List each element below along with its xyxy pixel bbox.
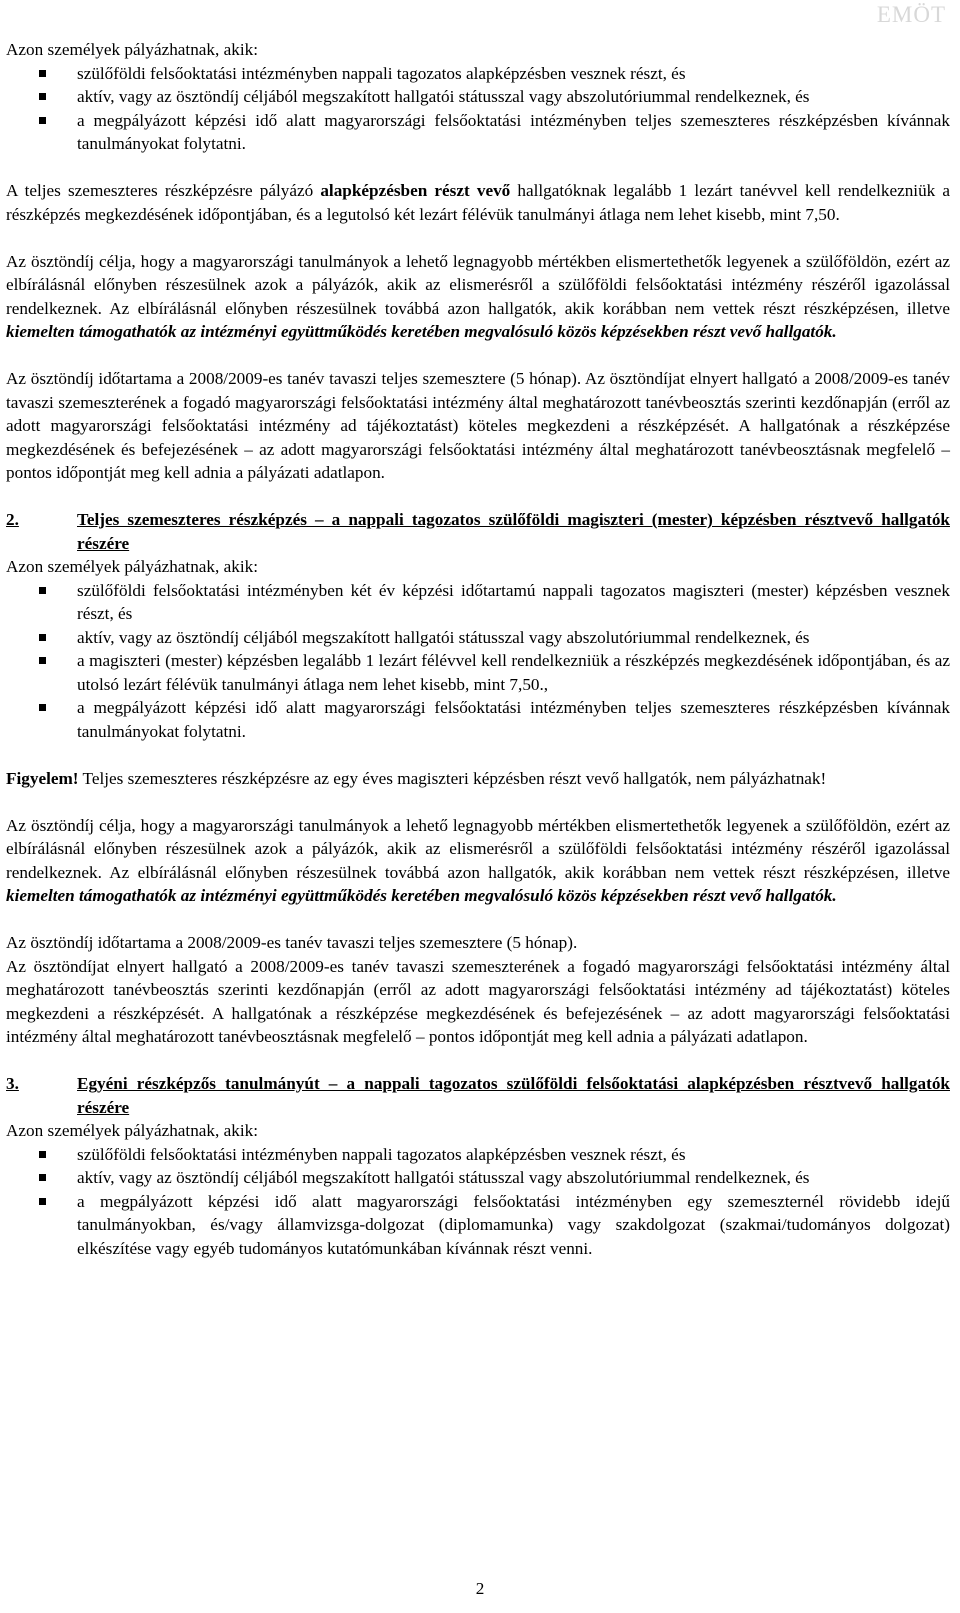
s2-bullet-list — [6, 579, 950, 744]
text: Az ösztöndíj célja, hogy a magyarországi tanulmányok a lehető legnagyobb mértékben elismertethetők legyenek a szülőföldön, ezért az elbírálásnál előnyben részesülnek azok a pályázók, akik az elismerésről a szülőföldi felsőoktatási intézmény részéről igazolással rendelkeznek. Az elbírálásnál előnyben részesülnek továbbá azon hallgatók, akik korábban nem vettek részt részképzésen, illetve — [6, 251, 950, 318]
list-item: aktív, vagy az ösztöndíj céljából megszakított hallgatói státusszal vagy abszolutóriummal rendelkeznek, és — [6, 85, 950, 109]
section-3-heading — [6, 1072, 950, 1119]
intro-label: Azon személyek pályázhatnak, akik: — [6, 557, 258, 576]
list-item: szülőföldi felsőoktatási intézményben nappali tagozatos alapképzésben vesznek részt, és — [6, 62, 950, 86]
list-item: aktív, vagy az ösztöndíj céljából megszakított hallgatói státusszal vagy abszolutóriummal rendelkeznek, és — [6, 1166, 950, 1190]
s2-duration-line: Az ösztöndíj időtartama a 2008/2009-es tanév tavaszi teljes szemesztere (5 hónap). — [6, 933, 578, 952]
s2-paragraph-duration: Az ösztöndíjat elnyert hallgató a 2008/2009-es tanév tavaszi szemeszterének a fogadó magyarországi felsőoktatási intézmény által meghatározott tanévbeosztás szerinti kezdőnapján (erről az adott magyarországi felsőoktatási intézmény ad tájékoztatást) köteles megkezdeni a részképzését. A hallgatónak a részképzése megkezdésének és befejezésének – az adott magyarországi felsőoktatási intézmény által meghatározott tanévbeosztásnak megfelelő – pontos időpontját meg kell adnia a pályázati adatlapon. — [6, 956, 950, 1046]
list-item: szülőföldi felsőoktatási intézményben két év képzési időtartamú nappali tagozatos magiszteri (mester) képzésben vesznek részt, és — [6, 579, 950, 626]
section-title: Teljes szemeszteres részképzés – a nappali tagozatos szülőföldi magiszteri (mester) képzésben résztvevő hallgatók részére — [77, 510, 950, 553]
list-item: szülőföldi felsőoktatási intézményben nappali tagozatos alapképzésben vesznek részt, és — [6, 1143, 950, 1167]
intro-label: Azon személyek pályázhatnak, akik: — [6, 40, 258, 59]
section-number: 2. — [6, 510, 19, 529]
bold-italic-text: kiemelten támogathatók az intézményi együttműködés keretében megvalósuló közös képzésekben részt vevő hallgatók. — [6, 886, 837, 905]
section-number: 3. — [6, 1074, 19, 1093]
intro-label: Azon személyek pályázhatnak, akik: — [6, 1121, 258, 1140]
text: Az ösztöndíj célja, hogy a magyarországi tanulmányok a lehető legnagyobb mértékben elismertethetők legyenek a szülőföldön, ezért az elbírálásnál előnyben részesülnek azok a pályázók, akik az elismerésről a szülőföldi felsőoktatási intézmény részéről igazolással rendelkeznek. Az elbírálásnál előnyben részesülnek továbbá azon hallgatók, akik korábban nem vettek részt részképzésen, illetve — [6, 815, 950, 882]
warning-label: Figyelem! — [6, 768, 79, 788]
bold-text: alapképzésben részt vevő — [320, 181, 511, 200]
s1-paragraph-requirements — [6, 179, 950, 226]
list-item: a megpályázott képzési idő alatt magyarországi felsőoktatási intézményben teljes szemeszteres részképzésben kívánnak tanulmányokat folytatni. — [6, 696, 950, 743]
page-number: 2 — [475, 1579, 485, 1598]
s2-warning — [6, 767, 950, 791]
text: hallgatóknak legalább 1 lezárt tanévvel kell rendelkezniük a részképzés megkezdésének időpontjában, és a legutolsó két lezárt félévük tanulmányi átlaga nem lehet kisebb, mint 7,50. — [6, 181, 951, 224]
s1-paragraph-duration: Az ösztöndíj időtartama a 2008/2009-es tanév tavaszi teljes szemesztere (5 hónap). Az ösztöndíjat elnyert hallgató a 2008/2009-es tanév tavaszi szemeszterének a fogadó magyarországi felsőoktatási intézmény által meghatározott tanévbeosztás szerinti kezdőnapján (erről az adott magyarországi felsőoktatási intézmény ad tájékoztatást) köteles megkezdeni a részképzését. A hallgatónak a részképzése megkezdésének és befejezésének – az adott magyarországi felsőoktatási intézmény által meghatározott tanévbeosztásnak megfelelő – pontos időpontját meg kell adnia a pályázati adatlapon. — [6, 369, 950, 482]
section-title: Egyéni részképzős tanulmányút – a nappali tagozatos szülőföldi felsőoktatási alapképzésben résztvevő hallgatók részére — [77, 1074, 950, 1117]
list-item: a megpályázott képzési idő alatt magyarországi felsőoktatási intézményben egy szemeszternél rövidebb idejű tanulmányokban, és/vagy államvizsga-dolgozat (diplomamunka) vagy szakdolgozat (szakmai/tudományos dolgozat) elkészítése vagy egyéb tudományos kutatómunkában kívánnak részt venni. — [6, 1190, 950, 1261]
document-page — [6, 38, 950, 1260]
s1-paragraph-purpose — [6, 250, 950, 344]
bold-italic-text: kiemelten támogathatók az intézményi együttműködés keretében megvalósuló közös képzésekben részt vevő hallgatók. — [6, 322, 837, 341]
text: A teljes szemeszteres részképzésre pályázó — [6, 181, 321, 200]
list-item: a megpályázott képzési idő alatt magyarországi felsőoktatási intézményben teljes szemeszteres részképzésben kívánnak tanulmányokat folytatni. — [6, 109, 950, 156]
list-item: aktív, vagy az ösztöndíj céljából megszakított hallgatói státusszal vagy abszolutóriummal rendelkeznek, és — [6, 626, 950, 650]
s2-paragraph-purpose — [6, 814, 950, 908]
watermark: EMÖT — [876, 2, 946, 27]
list-item: a magiszteri (mester) képzésben legalább 1 lezárt félévvel kell rendelkezniük a részképzés megkezdésének időpontjában, és az utolsó lezárt félévük tanulmányi átlaga nem lehet kisebb, mint 7,50., — [6, 649, 950, 696]
s1-bullet-list — [6, 62, 950, 156]
text: Teljes szemeszteres részképzésre az egy éves magiszteri képzésben részt vevő hallgatók, nem pályázhatnak! — [78, 768, 827, 788]
s3-bullet-list — [6, 1143, 950, 1261]
section-2-heading — [6, 508, 950, 555]
